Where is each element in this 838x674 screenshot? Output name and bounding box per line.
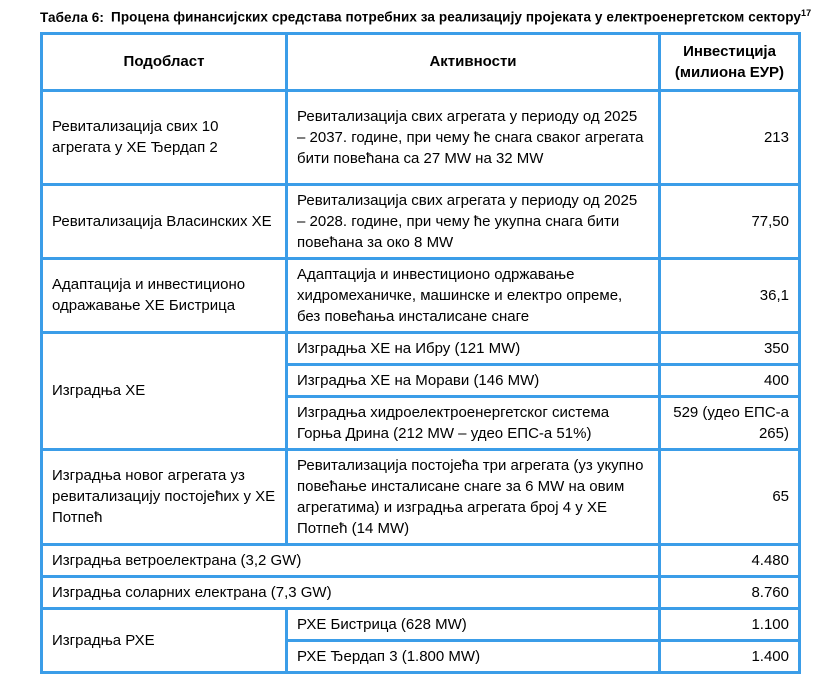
cell-subarea-fullwidth: Изградња соларних електрана (7,3 GW) — [42, 576, 660, 608]
table-row — [42, 544, 800, 576]
cell-subarea: Ревитализација свих 10 агрегата у ХЕ Ђердап 2 — [42, 90, 287, 184]
table-row — [42, 184, 800, 258]
cell-investment: 1.400 — [660, 640, 800, 672]
cell-subarea: Ревитализација Власинских ХЕ — [42, 184, 287, 258]
cell-subarea-merged: Изградња ХЕ — [42, 332, 287, 449]
cell-investment: 213 — [660, 90, 800, 184]
table-caption-text: Процена финансијских средстава потребних за реализацију пројеката у електроенергетском сектору — [111, 9, 801, 25]
cell-investment: 65 — [660, 449, 800, 544]
cell-subarea-fullwidth: Изградња ветроелектрана (3,2 GW) — [42, 544, 660, 576]
cell-investment: 36,1 — [660, 258, 800, 332]
cell-activity: Ревитализација свих агрегата у периоду од 2025 – 2028. године, при чему ће укупна снага бити повећана за око 8 MW — [287, 184, 660, 258]
header-investment: Инвестиција (милиона ЕУР) — [660, 33, 800, 90]
cell-activity: Ревитализација постојећа три агрегата (уз укупно повећање инсталисане снаге за 6 MW на овим агрегатима) и изградња агрегата број 4 у ХЕ Потпећ (14 MW) — [287, 449, 660, 544]
table-row — [42, 576, 800, 608]
cell-investment: 4.480 — [660, 544, 800, 576]
cell-activity: Изградња хидроелектроенергетског система Горња Дрина (212 MW – удео ЕПС-а 51%) — [287, 396, 660, 449]
cell-activity: Изградња ХЕ на Морави (146 MW) — [287, 364, 660, 396]
cell-investment: 8.760 — [660, 576, 800, 608]
cell-subarea: Адаптација и инвестиционо одражавање ХЕ Бистрица — [42, 258, 287, 332]
cell-investment: 400 — [660, 364, 800, 396]
cell-activity: РХЕ Бистрица (628 MW) — [287, 608, 660, 640]
table-row — [42, 449, 800, 544]
table-row — [42, 332, 800, 364]
cell-activity: Ревитализација свих агрегата у периоду од 2025 – 2037. године, при чему ће снага сваког агрегата бити повећана са 27 MW на 32 MW — [287, 90, 660, 184]
footnote-reference: 17 — [800, 8, 812, 18]
table-caption-label: Табела 6: — [40, 9, 105, 25]
cell-activity: Адаптација и инвестиционо одржавање хидромеханичке, машинске и електро опреме, без повећања инсталисане снаге — [287, 258, 660, 332]
table-caption — [40, 8, 838, 25]
cell-activity: РХЕ Ђердап 3 (1.800 MW) — [287, 640, 660, 672]
cell-subarea: Изградња новог агрегата уз ревитализацију постојећих у ХЕ Потпећ — [42, 449, 287, 544]
table-header-row — [42, 33, 800, 90]
cell-investment: 350 — [660, 332, 800, 364]
header-subarea: Подобласт — [42, 33, 287, 90]
cell-subarea-merged: Изградња РХЕ — [42, 608, 287, 672]
cell-investment: 77,50 — [660, 184, 800, 258]
table-row — [42, 90, 800, 184]
investments-table — [40, 32, 801, 674]
cell-investment: 529 (удео ЕПС-а 265) — [660, 396, 800, 449]
table-row — [42, 258, 800, 332]
header-activities: Активности — [287, 33, 660, 90]
cell-activity: Изградња ХЕ на Ибру (121 MW) — [287, 332, 660, 364]
cell-investment: 1.100 — [660, 608, 800, 640]
table-row — [42, 608, 800, 640]
